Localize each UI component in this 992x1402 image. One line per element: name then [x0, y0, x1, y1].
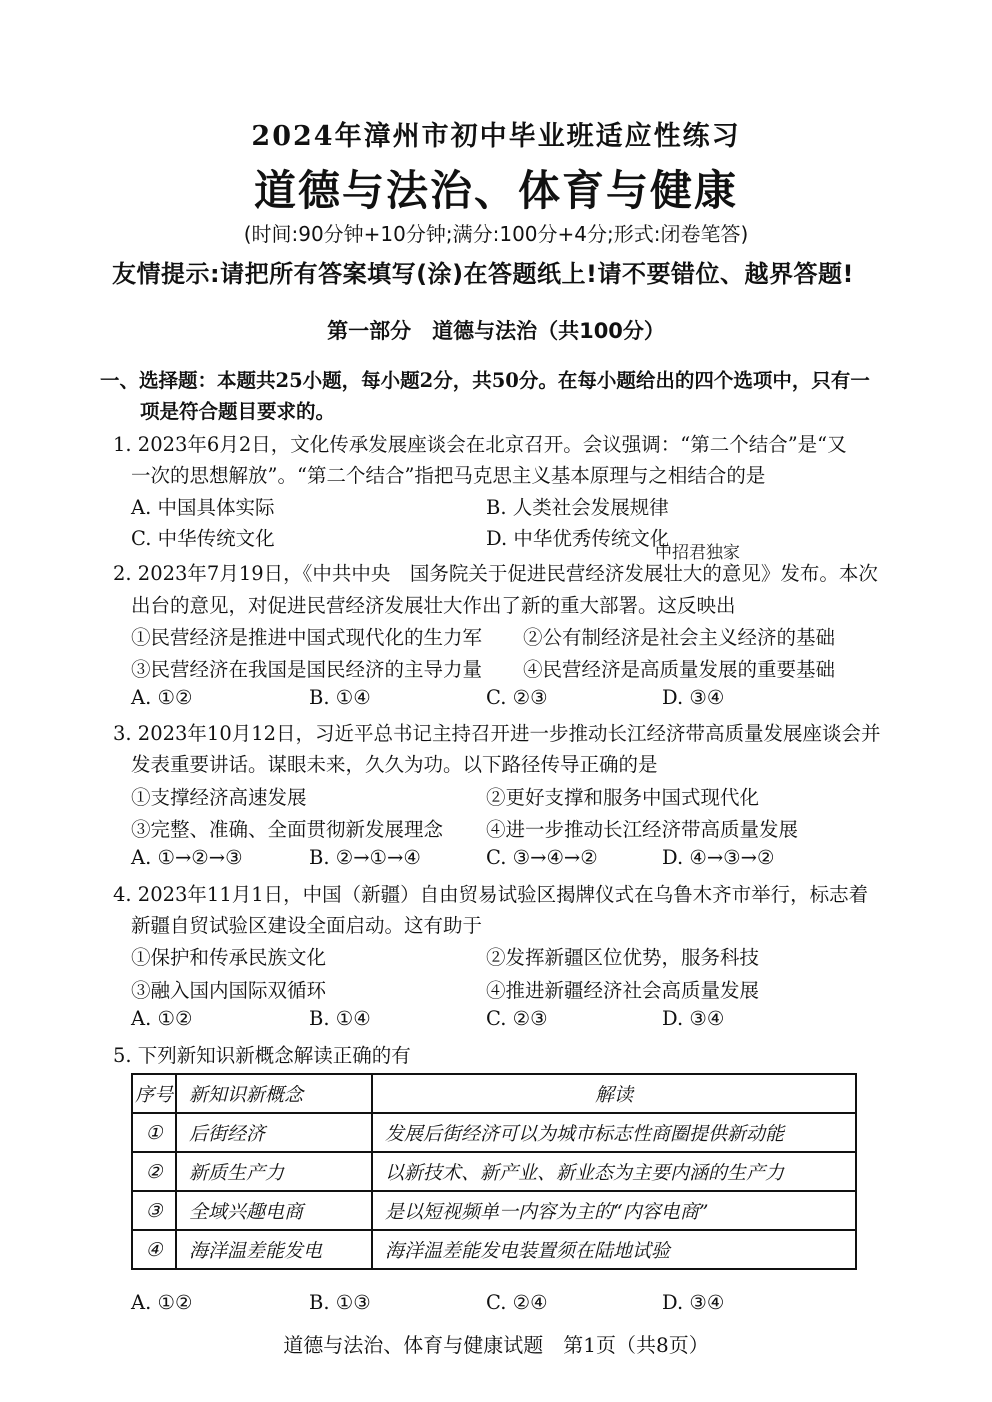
- q2-option-c: C. ②③: [486, 686, 548, 709]
- section-instructions-line2: 项是符合题目要求的。: [140, 400, 336, 423]
- q4-option-c: C. ②③: [486, 1007, 548, 1030]
- q2-option-d: D. ③④: [662, 686, 725, 709]
- q3-stem-line2: 发表重要讲话。谋眼未来，久久为功。以下路径传导正确的是: [131, 753, 658, 776]
- q2-statement-1: ①民营经济是推进中国式现代化的生力军: [131, 626, 483, 649]
- table-cell: 是以短视频单一内容为主的“内容电商”: [372, 1191, 856, 1230]
- table-cell: 以新技术、新产业、新业态为主要内涵的生产力: [372, 1152, 856, 1191]
- table-cell: 发展后街经济可以为城市标志性商圈提供新动能: [372, 1113, 856, 1152]
- table-cell: 海洋温差能发电装置须在陆地试验: [372, 1230, 856, 1269]
- table-cell: ④: [132, 1230, 176, 1269]
- watermark: 中招君独家: [655, 543, 740, 563]
- table-header-cell: 解读: [372, 1074, 856, 1113]
- q3-statement-2: ②更好支撑和服务中国式现代化: [486, 786, 760, 809]
- q4-option-a: A. ①②: [131, 1007, 193, 1030]
- q3-option-d: D. ④→③→②: [662, 846, 775, 869]
- table-row: [132, 1152, 856, 1191]
- table-cell: 后街经济: [176, 1113, 372, 1152]
- q5-option-c: C. ②④: [486, 1291, 548, 1314]
- exam-info: (时间:90分钟+10分钟;满分:100分+4分;形式:闭卷笔答): [243, 222, 749, 246]
- table-cell: ①: [132, 1113, 176, 1152]
- friendly-tip: 友情提示:请把所有答案填写(涂)在答题纸上!请不要错位、越界答题!: [112, 260, 854, 288]
- q1-option-d: D. 中华优秀传统文化: [486, 527, 670, 550]
- q4-stem-line1: 4. 2023年11月1日，中国（新疆）自由贸易试验区揭牌仪式在乌鲁木齐市举行，标志着: [113, 883, 869, 906]
- q4-statement-3: ③融入国内国际双循环: [131, 979, 327, 1002]
- q1-stem-line2: 一次的思想解放”。“第二个结合”指把马克思主义基本原理与之相结合的是: [131, 464, 766, 487]
- q3-statement-1: ①支撑经济高速发展: [131, 786, 307, 809]
- q2-statement-4: ④民营经济是高质量发展的重要基础: [523, 658, 836, 681]
- q5-concept-table: [131, 1073, 857, 1270]
- table-header-cell: 新知识新概念: [176, 1074, 372, 1113]
- q1-stem-line1: 1. 2023年6月2日，文化传承发展座谈会在北京召开。会议强调：“第二个结合”是“又: [113, 433, 847, 456]
- q1-option-a: A. 中国具体实际: [131, 496, 275, 519]
- q2-stem-line1: 2. 2023年7月19日，《中共中央 国务院关于促进民营经济发展壮大的意见》发布。本次: [113, 562, 878, 585]
- q4-stem-line2: 新疆自贸试验区建设全面启动。这有助于: [131, 914, 483, 937]
- table-header-cell: 序号: [132, 1074, 176, 1113]
- table-row: [132, 1113, 856, 1152]
- q2-option-a: A. ①②: [131, 686, 193, 709]
- q3-option-b: B. ②→①→④: [309, 846, 421, 869]
- part-title: 第一部分 道德与法治（共100分）: [327, 319, 665, 343]
- q5-stem-line1: 5. 下列新知识新概念解读正确的有: [113, 1044, 411, 1067]
- q3-statement-4: ④进一步推动长江经济带高质量发展: [486, 818, 799, 841]
- table-cell: ③: [132, 1191, 176, 1230]
- q4-statement-1: ①保护和传承民族文化: [131, 946, 327, 969]
- subject-title: 道德与法治、体育与健康: [253, 166, 738, 215]
- q3-option-a: A. ①→②→③: [131, 846, 243, 869]
- q4-option-d: D. ③④: [662, 1007, 725, 1030]
- q3-stem-line1: 3. 2023年10月12日，习近平总书记主持召开进一步推动长江经济带高质量发展座谈会并: [113, 722, 881, 745]
- table-header-row: [132, 1074, 856, 1113]
- q1-option-b: B. 人类社会发展规律: [486, 496, 669, 519]
- q2-statement-2: ②公有制经济是社会主义经济的基础: [523, 626, 836, 649]
- table-cell: 海洋温差能发电: [176, 1230, 372, 1269]
- q5-option-d: D. ③④: [662, 1291, 725, 1314]
- q5-option-b: B. ①③: [309, 1291, 371, 1314]
- q1-option-c: C. 中华传统文化: [131, 527, 275, 550]
- q3-option-c: C. ③→④→②: [486, 846, 598, 869]
- table-cell: 新质生产力: [176, 1152, 372, 1191]
- exam-title: 2024年漳州市初中毕业班适应性练习: [251, 121, 741, 152]
- table-row: [132, 1191, 856, 1230]
- page-footer: 道德与法治、体育与健康试题 第1页（共8页）: [283, 1333, 709, 1357]
- q4-statement-2: ②发挥新疆区位优势，服务科技: [486, 946, 760, 969]
- q2-statement-3: ③民营经济在我国是国民经济的主导力量: [131, 658, 483, 681]
- q5-option-a: A. ①②: [131, 1291, 193, 1314]
- q4-statement-4: ④推进新疆经济社会高质量发展: [486, 979, 760, 1002]
- q2-option-b: B. ①④: [309, 686, 371, 709]
- q4-option-b: B. ①④: [309, 1007, 371, 1030]
- table-row: [132, 1230, 856, 1269]
- table-cell: 全域兴趣电商: [176, 1191, 372, 1230]
- q3-statement-3: ③完整、准确、全面贯彻新发展理念: [131, 818, 444, 841]
- q2-stem-line2: 出台的意见，对促进民营经济发展壮大作出了新的重大部署。这反映出: [131, 594, 736, 617]
- section-instructions-line1: 一、选择题：本题共25小题，每小题2分，共50分。在每小题给出的四个选项中，只有一: [100, 369, 870, 392]
- table-cell: ②: [132, 1152, 176, 1191]
